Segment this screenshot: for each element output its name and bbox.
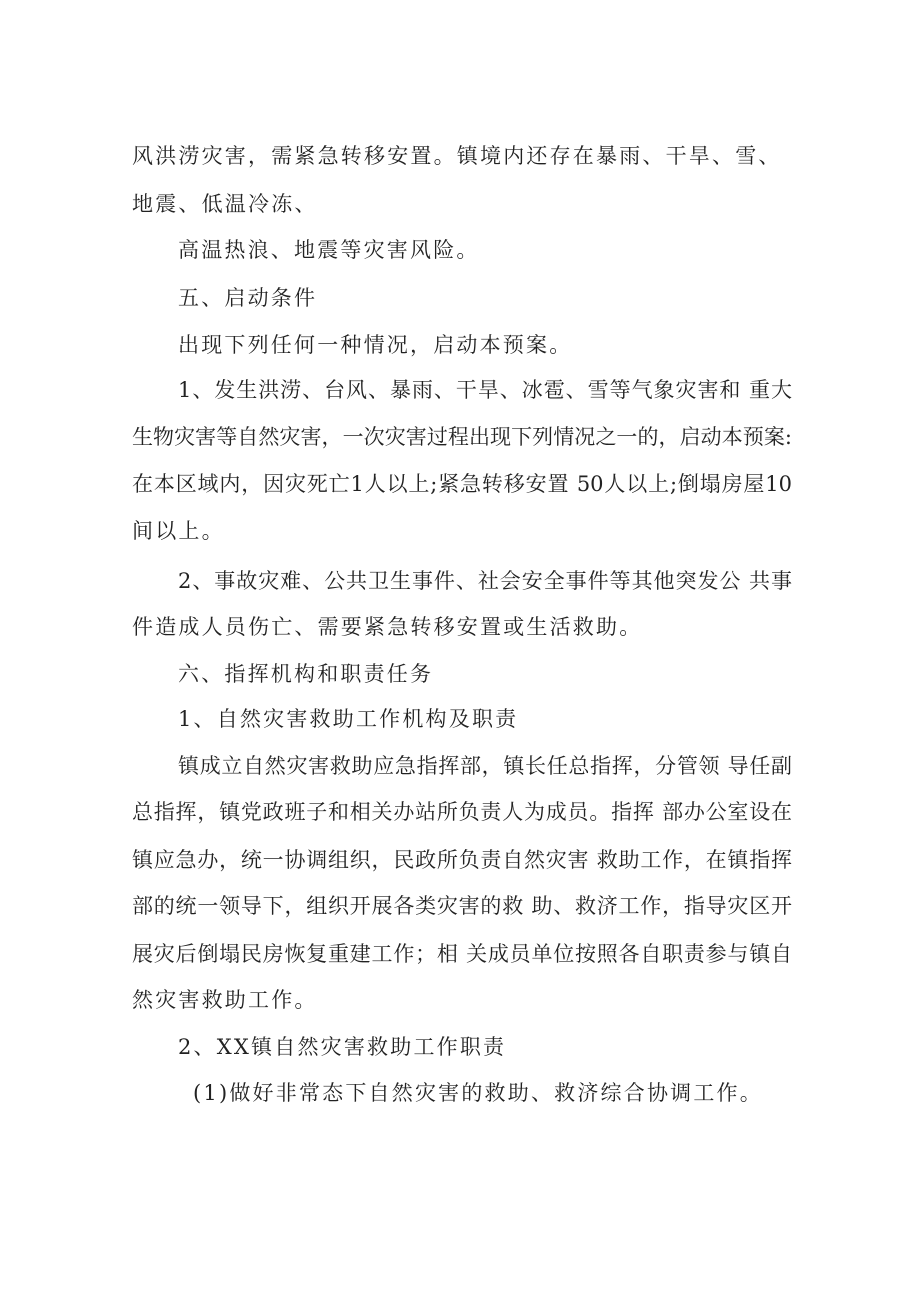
text-line: 生物灾害等自然灾害，一次灾害过程出现下列情况之一的，启动本预案: <box>132 425 792 449</box>
section-heading: 六、指挥机构和职责任务 <box>178 662 434 686</box>
text-line: 高温热浪、地震等灾害风险。 <box>178 238 480 262</box>
text-line: 风洪涝灾害，需紧急转移安置。镇境内还存在暴雨、干旱、雪、 <box>132 144 782 168</box>
subsection-heading: 2、XX镇自然灾害救助工作职责 <box>178 1035 507 1059</box>
section-heading: 五、启动条件 <box>178 286 318 310</box>
text-line: 镇应急办，统一协调组织，民政所负责自然灾害 救助工作，在镇指挥 <box>132 848 792 872</box>
text-line: 部的统一领导下，组织开展各类灾害的救 助、救济工作，指导灾区开 <box>132 894 792 918</box>
text-line: 然灾害救助工作。 <box>132 988 318 1012</box>
subsection-heading: 1、自然灾害救助工作机构及职责 <box>178 707 519 731</box>
text-line: 2、事故灾难、公共卫生事件、社会安全事件等其他突发公 共事 <box>178 569 792 593</box>
text-line: 在本区域内，因灾死亡1人以上;紧急转移安置 50人以上;倒塌房屋10 <box>132 472 792 496</box>
text-line: 展灾后倒塌民房恢复重建工作；相 关成员单位按照各自职责参与镇自 <box>132 942 792 966</box>
text-line: 件造成人员伤亡、需要紧急转移安置或生活救助。 <box>132 615 643 639</box>
text-line: 出现下列任何一种情况，启动本预案。 <box>178 333 573 357</box>
text-line: 1、发生洪涝、台风、暴雨、干旱、冰雹、雪等气象灾害和 重大 <box>178 378 792 402</box>
text-line: (1)做好非常态下自然灾害的救助、救济综合协调工作。 <box>193 1081 763 1105</box>
text-line: 镇成立自然灾害救助应急指挥部，镇长任总指挥，分管领 导任副 <box>178 754 792 778</box>
text-line: 地震、低温冷冻、 <box>132 192 318 216</box>
text-line: 间以上。 <box>132 519 225 543</box>
text-line: 总指挥，镇党政班子和相关办站所负责人为成员。指挥 部办公室设在 <box>132 800 792 824</box>
